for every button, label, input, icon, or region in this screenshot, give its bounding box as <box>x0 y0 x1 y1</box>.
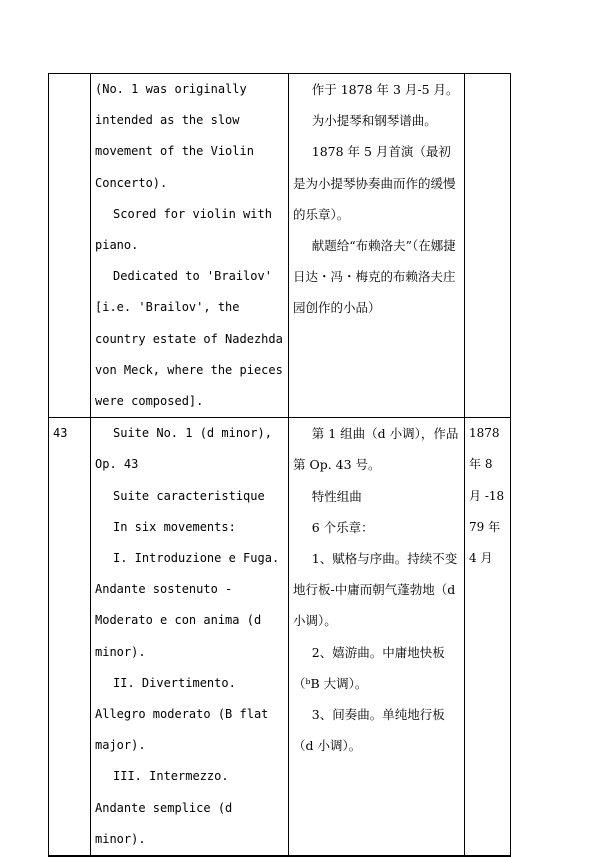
chinese-line: 第 1 组曲（d 小调），作品第 Op. 43 号。 <box>293 426 459 473</box>
chinese-line: 1、赋格与序曲。持续不变地行板-中庸而朝气蓬勃地（d 小调）。 <box>293 551 460 629</box>
chinese-description-cell <box>289 74 465 418</box>
chinese-description-cell <box>289 418 465 856</box>
composition-date-cell <box>465 418 511 856</box>
english-line: Dedicated to 'Brailov' [i.e. 'Brailov', the country estate of Nadezhda von Meck, where the pieces were composed]. <box>95 269 291 409</box>
chinese-line: 3、间奏曲。单纯地行板（d 小调）。 <box>293 707 445 754</box>
composition-date: 1878 年 8 月 -1879 年 4 月 <box>469 426 505 566</box>
chinese-line: 作于 1878 年 3 月-5 月。 <box>311 82 459 97</box>
opus-number: 43 <box>53 426 68 441</box>
works-catalog-table <box>48 73 511 857</box>
english-description-cell <box>91 74 289 418</box>
english-line: III. Intermezzo. Andante semplice (d minor). <box>95 769 240 846</box>
english-line: I. Introduzione e Fuga. Andante sostenuto - Moderato e con anima (d minor). <box>95 551 287 659</box>
english-line: Suite No. 1 (d minor), Op. 43 <box>95 426 280 472</box>
chinese-line: 1878 年 5 月首演（最初是为小提琴协奏曲而作的缓慢的乐章）。 <box>293 144 456 222</box>
chinese-line: 献题给“布赖洛夫”（在娜捷日达・冯・梅克的布赖洛夫庄园创作的小品） <box>293 238 456 316</box>
composition-date-cell <box>465 74 511 418</box>
english-line: II. Divertimento. Allegro moderato (B flat major). <box>95 675 276 753</box>
opus-number-cell <box>49 74 91 418</box>
table-row <box>49 418 511 856</box>
english-line: Scored for violin with piano. <box>95 206 280 253</box>
chinese-line: 6 个乐章： <box>311 519 374 535</box>
english-line: (No. 1 was originally intended as the slow movement of the Violin Concerto). <box>95 82 262 190</box>
opus-number-cell <box>49 418 91 856</box>
english-line: In six movements: <box>113 519 236 534</box>
chinese-line: 特性组曲 <box>311 488 362 504</box>
chinese-line: 为小提琴和钢琴谱曲。 <box>311 113 437 129</box>
english-line: Suite caracteristique <box>113 488 265 503</box>
english-description-cell <box>91 418 289 856</box>
chinese-line: 2、嬉游曲。中庸地快板（ᵇB 大调）。 <box>293 644 445 691</box>
table-row <box>49 74 511 418</box>
